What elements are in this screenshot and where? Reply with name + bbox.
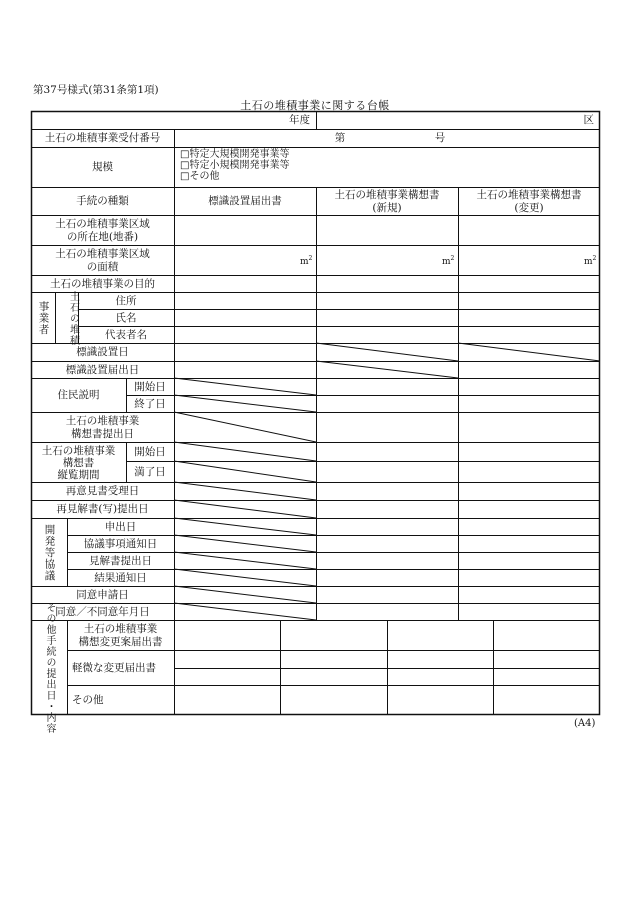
consent-date-label: 同意／不同意年月日 [55, 605, 150, 618]
opinion-received-label: 再意見書受理日 [65, 485, 140, 497]
area-unit-2: $m^2$ [442, 255, 455, 267]
sign-install-date-label: 標識設置日 [76, 346, 129, 358]
area-unit-1: $m^2$ [300, 255, 313, 267]
result-notice-date-label: 結果通知日 [94, 571, 147, 584]
other-label: その他 [72, 694, 104, 706]
reception-no-suffix: 号 [434, 132, 446, 144]
view-submitted-date-label: 見解書提出日 [89, 554, 152, 567]
fiscal-year-label: 年度 [289, 114, 310, 126]
col-plan-new: 土石の堆積事業構想書 (新規) [334, 188, 440, 214]
name-label: 氏名 [115, 311, 137, 324]
procedure-type-label: 手続の種類 [76, 195, 129, 207]
other-procedures-group-label: その他手続の提出日・内容 [44, 602, 55, 734]
paper-size-label: (A4) [574, 718, 596, 729]
location-label: 土石の堆積事業区域 の所在地(地番) [55, 217, 150, 243]
application-date-label: 申出日 [104, 520, 137, 533]
resident-explanation-label: 住民説明 [57, 389, 100, 401]
col-plan-change: 土石の堆積事業構想書 (変更) [476, 188, 582, 214]
view-copy-submitted-label: 再見解書(写)提出日 [56, 503, 149, 515]
representative-label: 代表者名 [105, 328, 147, 341]
address-label: 住所 [115, 294, 137, 307]
consult-notice-date-label: 協議事項通知日 [83, 537, 158, 550]
operator-subgroup-label: 土石の堆積 [67, 291, 79, 346]
dev-consult-group-label: 開発等協議 [43, 523, 56, 582]
scale-option-large[interactable]: □特定大規模開発事業等 [180, 149, 290, 160]
inspection-period-label: 土石の堆積事業 構想書 縦覧期間 [41, 444, 116, 481]
explanation-end-label: 終了日 [134, 397, 166, 410]
scale-option-other[interactable]: □その他 [180, 171, 220, 182]
scale-options [180, 149, 289, 182]
operator-group-label: 事業者 [37, 300, 50, 336]
sign-notice-date-label: 標識設置届出日 [65, 363, 140, 376]
reception-no-prefix: 第 [334, 132, 346, 144]
ward-label: 区 [583, 114, 594, 126]
change-plan-notice-label: 土石の堆積事業 構想変更案届出書 [78, 622, 163, 648]
area-label: 土石の堆積事業区域 の面積 [55, 247, 150, 273]
form-number: 第37号様式(第31条第1項) [33, 84, 159, 96]
minor-change-notice-label: 軽微な変更届出書 [72, 661, 156, 674]
ledger-title: 土石の堆積事業に関する台帳 [240, 99, 390, 112]
consent-application-date-label: 同意申請日 [76, 588, 129, 601]
explanation-start-label: 開始日 [134, 380, 166, 393]
purpose-label: 土石の堆積事業の目的 [50, 277, 155, 290]
col-sign-notice: 標識設置届出書 [208, 195, 282, 207]
inspection-start-label: 開始日 [134, 445, 166, 458]
inspection-end-label: 満了日 [134, 465, 166, 478]
scale-option-small[interactable]: □特定小規模開発事業等 [180, 160, 290, 171]
area-unit-3: $m^2$ [584, 255, 597, 267]
plan-submission-label: 土石の堆積事業 構想書提出日 [65, 414, 140, 440]
reception-number-label: 土石の堆積事業受付番号 [44, 132, 161, 144]
scale-label: 規模 [92, 161, 113, 173]
